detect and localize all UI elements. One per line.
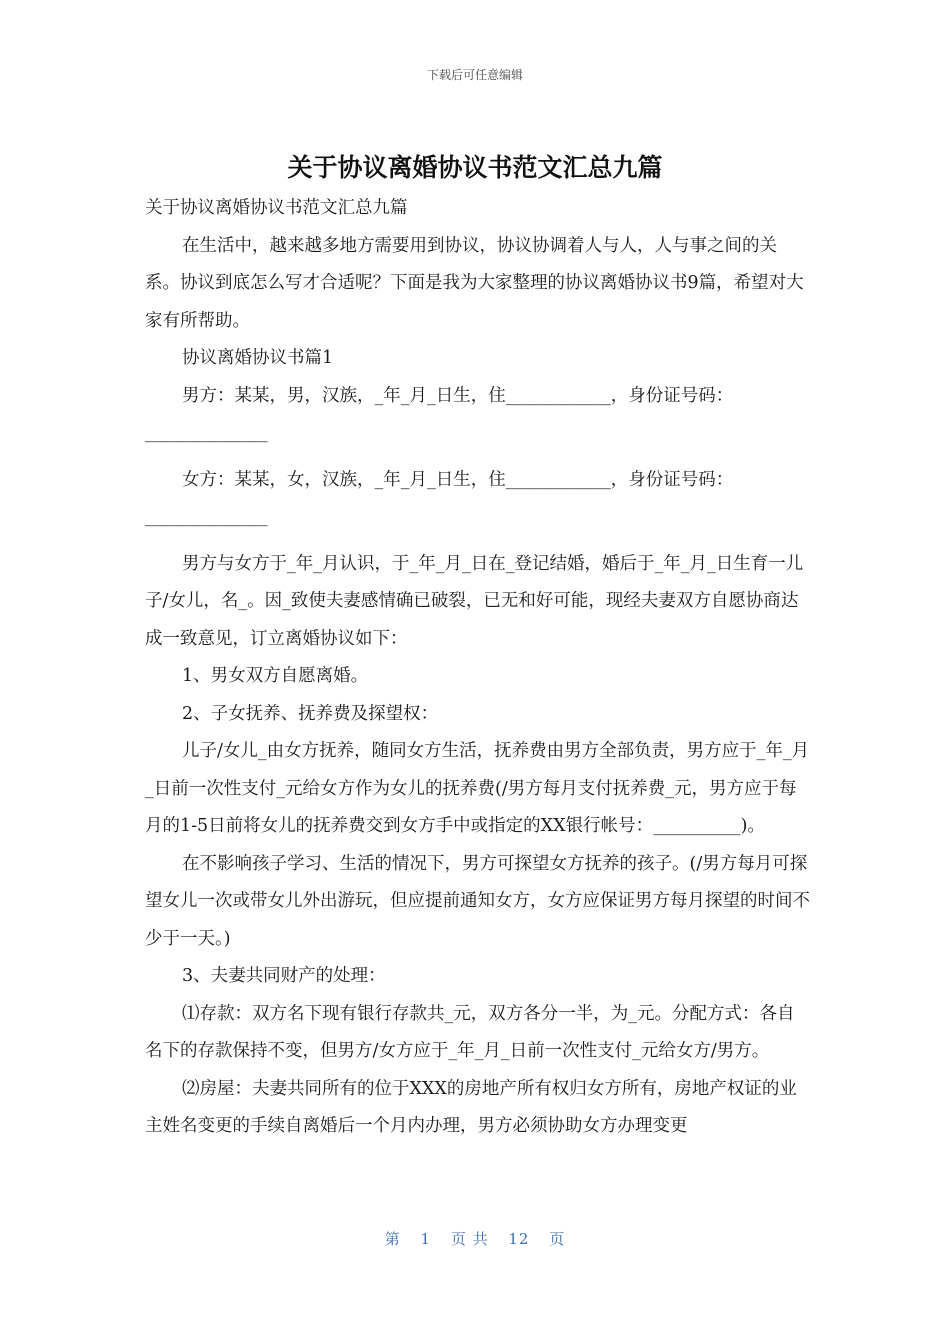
paragraph-savings: ⑴存款：双方名下现有银行存款共_元，双方各分一半，为_元。分配方式：各自名下的存款保持不变，但男方/女方应于_年_月_日前一次性支付_元给女方/男方。 (145, 1003, 795, 1061)
current-page-number: 1 (420, 1230, 432, 1248)
clause-3: 3、夫妻共同财产的处理： (182, 966, 386, 986)
total-pages-number: 12 (508, 1230, 530, 1248)
header-note: 下载后可任意编辑 (426, 68, 523, 82)
document-title: 关于协议离婚协议书范文汇总九篇 (287, 153, 663, 182)
footer-prefix: 第 (384, 1230, 401, 1248)
paragraph-visitation: 在不影响孩子学习、生活的情况下，男方可探望女方抚养的孩子。(/男方每月可探望女儿一次或带女儿外出游玩，但应提前通知女方，女方应保证男方每月探望的时间不少于一天。) (145, 853, 810, 949)
paragraph-house: ⑵房屋：夫妻共同所有的位于XXX的房地产所有权归女方所有，房地产权证的业主姓名变更的手续自离婚后一个月内办理，男方必须协助女方办理变更 (145, 1078, 797, 1136)
paragraph-custody: 儿子/女儿_由女方抚养，随同女方生活，抚养费由男方全部负责，男方应于_年_月_日前一次性支付_元给女方作为女儿的抚养费(/男方每月支付抚养费_元，男方应于每月的1-5日前将女儿的抚养费交到女方手中或指定的XX银行帐号：__________)。 (145, 741, 810, 836)
paragraph-subtitle: 关于协议离婚协议书范文汇总九篇 (145, 198, 408, 218)
paragraph-intro: 在生活中，越来越多地方需要用到协议，协议协调着人与人，人与事之间的关系。协议到底怎么写才合适呢？下面是我为大家整理的协议离婚协议书9篇，希望对大家有所帮助。 (145, 235, 804, 331)
footer-suffix: 页 (549, 1230, 566, 1248)
paragraph-wife: 女方：某某，女，汉族，_年_月_日生，住____________，身份证号码：______________ (145, 469, 734, 527)
section-heading: 协议离婚协议书篇1 (182, 348, 334, 368)
document-body (145, 190, 810, 1146)
paragraph-background: 男方与女方于_年_月认识，于_年_月_日在_登记结婚，婚后于_年_月_日生育一儿子/女儿，名_。因_致使夫妻感情确已破裂，已无和好可能，现经夫妻双方自愿协商达成一致意见，订立离婚协议如下： (145, 553, 804, 649)
clause-2: 2、子女抚养、抚养费及探望权： (182, 703, 439, 724)
paragraph-husband: 男方：某某，男，汉族，_年_月_日生，住____________，身份证号码：______________ (145, 385, 734, 443)
footer-middle: 页 共 (450, 1230, 489, 1248)
page-footer (0, 1228, 950, 1249)
clause-1: 1、男女双方自愿离婚。 (182, 666, 369, 686)
